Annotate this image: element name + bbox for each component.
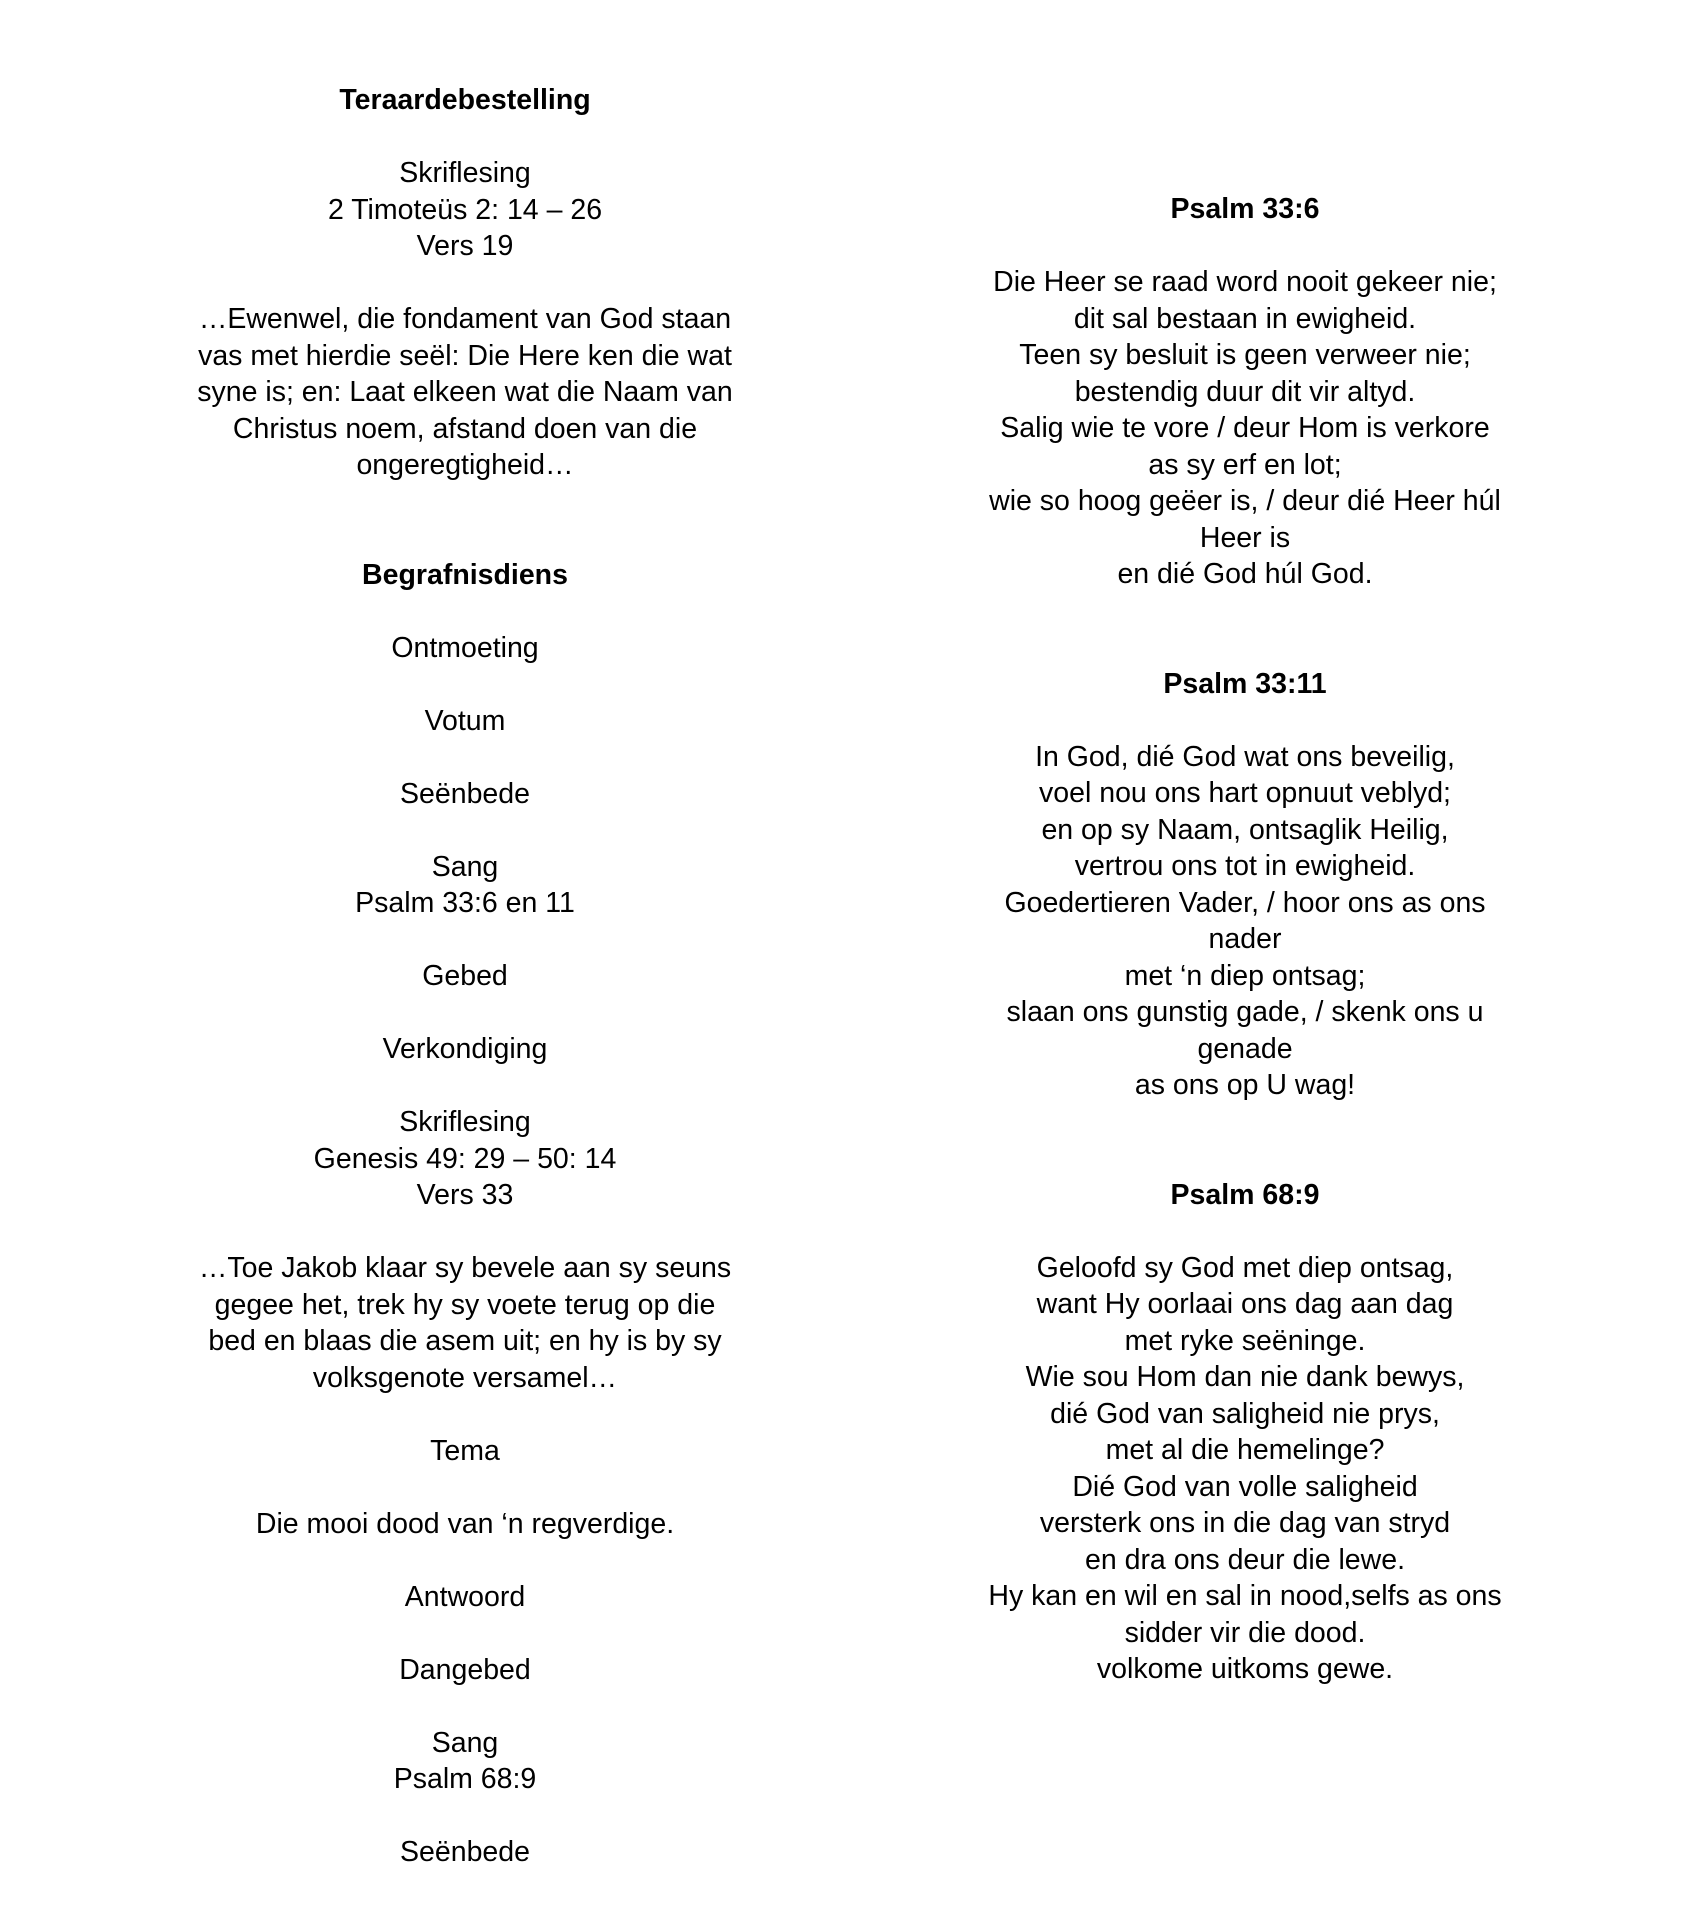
verse-line: genade [1197,1032,1293,1065]
verse-line: as sy erf en lot; [1148,448,1342,481]
verse-line: met ryke seëninge. [1124,1324,1366,1357]
quote-2-block [145,1250,785,1396]
sang-1-label: Sang [431,850,499,883]
tema-label: Tema [430,1434,500,1467]
verse-line: Dié God van volle saligheid [1072,1470,1418,1503]
psalm-33-11-heading: Psalm 33:11 [1163,667,1327,700]
gebed-item: Gebed [422,960,508,992]
ontmoeting-item: Ontmoeting [391,631,539,664]
quote-1-line: vas met hierdie seël: Die Here ken die wat [198,339,732,372]
votum-item: Votum [424,704,506,737]
quote-1-line: Christus noem, afstand doen van die [232,412,698,445]
right-column [925,191,1565,1688]
sang-1-block [145,849,785,922]
verse-line: bestendig duur dit vir altyd. [1074,375,1416,408]
sang-2-psalm: Psalm 68:9 [393,1763,537,1795]
skriflesing-1-block [145,155,785,265]
skriflesing-1-reference: 2 Timoteüs 2: 14 – 26 [327,193,603,226]
verse-line: Hy kan en wil en sal in nood,selfs as ons [988,1580,1502,1612]
skriflesing-1-verse: Vers 19 [416,230,514,262]
skriflesing-2-block [145,1104,785,1214]
psalm-33-11-verse [925,739,1565,1104]
verse-line: nader [1208,923,1282,955]
seenbede-1-item: Seënbede [400,777,530,810]
verse-line: en op sy Naam, ontsaglik Heilig, [1041,813,1449,846]
quote-2-line: bed en blaas die asem uit; en hy is by sy [208,1325,722,1357]
teraarde-heading: Teraardebestelling [339,84,591,116]
skriflesing-2-reference: Genesis 49: 29 – 50: 14 [313,1142,617,1175]
verkondiging-item: Verkondiging [382,1033,548,1065]
quote-2-line: …Toe Jakob klaar sy bevele aan sy seuns [198,1252,732,1284]
verse-line: Goedertieren Vader, / hoor ons as ons [1004,886,1486,919]
seenbede-2-item: Seënbede [400,1836,530,1868]
psalm-68-9-heading: Psalm 68:9 [1170,1178,1320,1211]
verse-line: dit sal bestaan in ewigheid. [1073,302,1417,335]
quote-2-line: volksgenote versamel… [312,1361,618,1394]
verse-line: Heer is [1199,521,1291,554]
psalm-68-9-verse [925,1250,1565,1688]
verse-line: volkome uitkoms gewe. [1096,1653,1394,1685]
verse-line: met al die hemelinge? [1105,1434,1385,1466]
verse-line: as ons op U wag! [1134,1069,1356,1101]
verse-line: versterk ons in die dag van stryd [1039,1507,1451,1539]
verse-line: dié God van saligheid nie prys, [1050,1397,1440,1430]
verse-line: want Hy oorlaai ons dag aan dag [1036,1288,1454,1320]
verse-line: In God, dié God wat ons beveilig, [1035,740,1455,773]
verse-line: wie so hoog geëer is, / deur dié Heer húl [989,485,1501,517]
quote-1-line: …Ewenwel, die fondament van God staan [198,303,732,335]
verse-line: Die Heer se raad word nooit gekeer nie; [993,266,1497,298]
verse-line: vertrou ons tot in ewigheid. [1074,850,1416,882]
sang-2-block [145,1725,785,1798]
verse-line: en dra ons deur die lewe. [1084,1543,1406,1576]
verse-line: slaan ons gunstig gade, / skenk ons u [1006,996,1484,1028]
begrafnis-heading: Begrafnisdiens [362,558,568,591]
tema-text: Die mooi dood van ‘n regverdige. [255,1507,675,1540]
verse-line: Wie sou Hom dan nie dank bewys, [1025,1361,1465,1393]
skriflesing-1-label: Skriflesing [399,157,531,189]
quote-1-block [145,301,785,484]
verse-line: sidder vir die dood. [1124,1616,1366,1649]
left-column [145,82,785,1871]
sang-1-psalm: Psalm 33:6 en 11 [355,887,575,919]
sang-2-label: Sang [431,1726,499,1759]
psalm-33-6-heading: Psalm 33:6 [1170,193,1320,225]
verse-line: met ‘n diep ontsag; [1124,959,1366,992]
verse-line: voel nou ons hart opnuut veblyd; [1039,777,1451,809]
skriflesing-2-verse: Vers 33 [416,1179,514,1211]
verse-line: Salig wie te vore / deur Hom is verkore [1000,412,1490,444]
skriflesing-2-label: Skriflesing [399,1106,531,1138]
quote-1-line: syne is; en: Laat elkeen wat die Naam van [197,376,733,408]
quote-2-line: gegee het, trek hy sy voete terug op die [214,1288,716,1321]
psalm-33-6-verse [925,264,1565,593]
quote-1-line: ongeregtigheid… [356,449,574,481]
antwoord-item: Antwoord [404,1580,526,1613]
dangebed-item: Dangebed [399,1653,531,1686]
verse-line: Geloofd sy God met diep ontsag, [1036,1251,1454,1284]
verse-line: Teen sy besluit is geen verweer nie; [1019,339,1471,371]
verse-line: en dié God húl God. [1117,558,1373,590]
